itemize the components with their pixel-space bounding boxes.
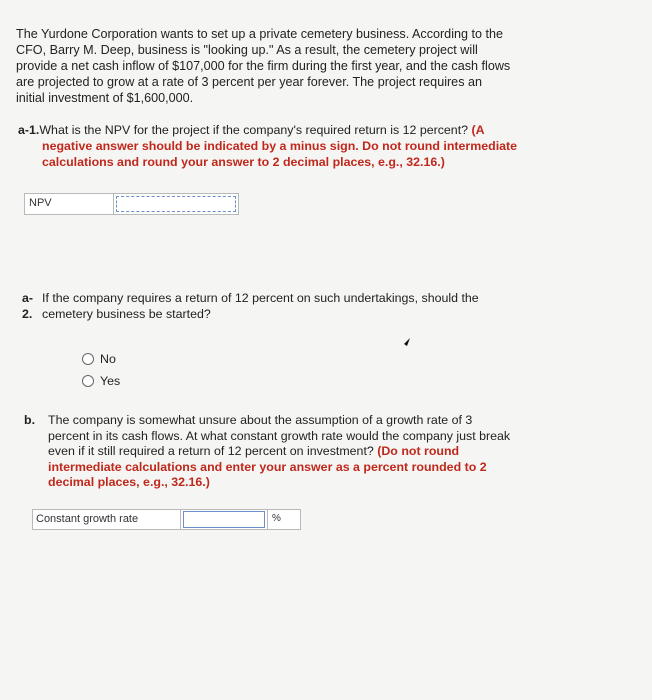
instruction-line: calculations and round your answer to 2 decimal places, e.g., 32.16.) [42,155,445,169]
question-b [24,413,560,491]
question-text: The company is somewhat unsure about the assumption of a growth rate of 3 [48,413,473,427]
instruction-line: decimal places, e.g., 32.16.) [48,475,210,489]
npv-label: NPV [25,194,114,214]
growth-rate-input[interactable] [183,511,265,528]
growth-rate-label: Constant growth rate [33,510,181,529]
npv-answer-row [24,193,239,215]
intro-line: provide a net cash inflow of $107,000 for the firm during the first year, and the cash flows [16,59,511,73]
question-text: cemetery business be started? [42,307,211,321]
question-a2 [22,290,562,322]
npv-input[interactable] [116,196,236,212]
intro-line: are projected to grow at a rate of 3 percent per year forever. The project requires an [16,75,482,89]
radio-label: Yes [100,374,121,388]
question-text: percent in its cash flows. At what constant growth rate would the company just break [48,428,511,443]
question-text: What is the NPV for the project if the company's required return is 12 percent? [39,123,469,137]
radio-option-yes[interactable] [82,370,120,392]
intro-line: CFO, Barry M. Deep, business is "looking up." As a result, the cemetery project will [16,43,478,57]
instruction-line: intermediate calculations and enter your answer as a percent rounded to 2 [48,459,487,474]
question-number: a-1. [18,123,40,137]
problem-intro [16,26,564,106]
radio-label: No [100,352,116,366]
growth-rate-answer-row [32,509,301,530]
radio-button[interactable] [82,375,94,387]
question-text: even if it still required a return of 12 percent on investment? [48,444,374,458]
mouse-cursor-icon [398,336,412,350]
question-number: a- [22,291,34,305]
radio-option-no[interactable] [82,348,120,370]
instruction-line: negative answer should be indicated by a minus sign. Do not round intermediate [42,139,518,153]
question-text: If the company requires a return of 12 percent on such undertakings, should the [42,291,479,305]
question-number: b. [24,413,36,427]
question-a1 [18,122,566,170]
start-business-options [82,348,120,392]
question-number: 2. [22,307,33,321]
instruction-start: (Do not round [377,444,460,458]
percent-unit: % [267,510,300,529]
intro-line: initial investment of $1,600,000. [16,91,194,105]
intro-line: The Yurdone Corporation wants to set up a private cemetery business. According to the [16,27,504,41]
radio-button[interactable] [82,353,94,365]
instruction-start: (A [471,123,485,137]
